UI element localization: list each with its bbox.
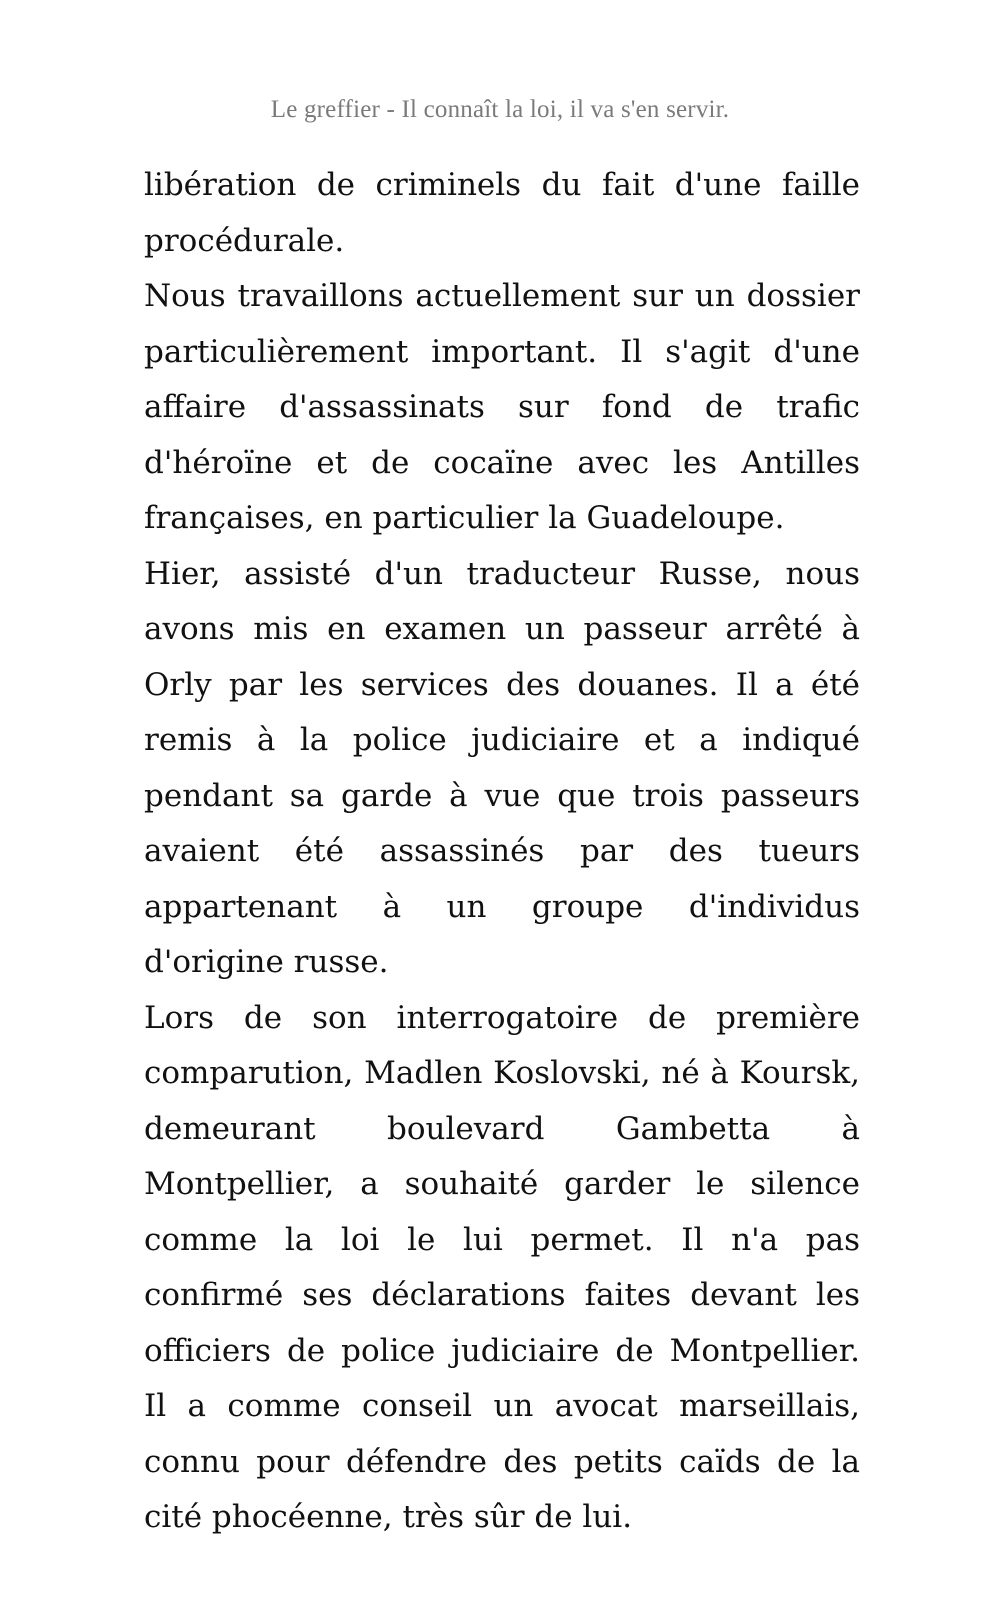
- paragraph: Lors de son interrogatoire de première comparution, Madlen Koslovski, né à Koursk, demeurant boulevard Gambetta à Montpellier, a souhaité garder le silence comme la loi le lui permet. Il n'a pas confirmé ses déclarations faites devant les officiers de police judiciaire de Montpellier. Il a comme conseil un avocat marseillais, connu pour défendre des petits caïds de la cité phocéenne, très sûr de lui.: [144, 999, 860, 1535]
- paragraph: libération de criminels du fait d'une faille procédurale.: [144, 167, 860, 259]
- paragraph: Hier, assisté d'un traducteur Russe, nous avons mis en examen un passeur arrêté à Orly par les services des douanes. Il a été remis à la police judiciaire et a indiqué pendant sa garde à vue que trois passeurs avaient été assassinés par des tueurs appartenant à un groupe d'individus d'origine russe.: [144, 555, 860, 980]
- running-header: Le greffier - Il connaît la loi, il va s'en servir.: [270, 96, 730, 123]
- paragraph: Nous travaillons actuellement sur un dossier particulièrement important. Il s'agit d'une affaire d'assassinats sur fond de trafic d'héroïne et de cocaïne avec les Antilles françaises, en particulier la Guadeloupe.: [144, 278, 860, 536]
- body-text: [144, 158, 860, 1546]
